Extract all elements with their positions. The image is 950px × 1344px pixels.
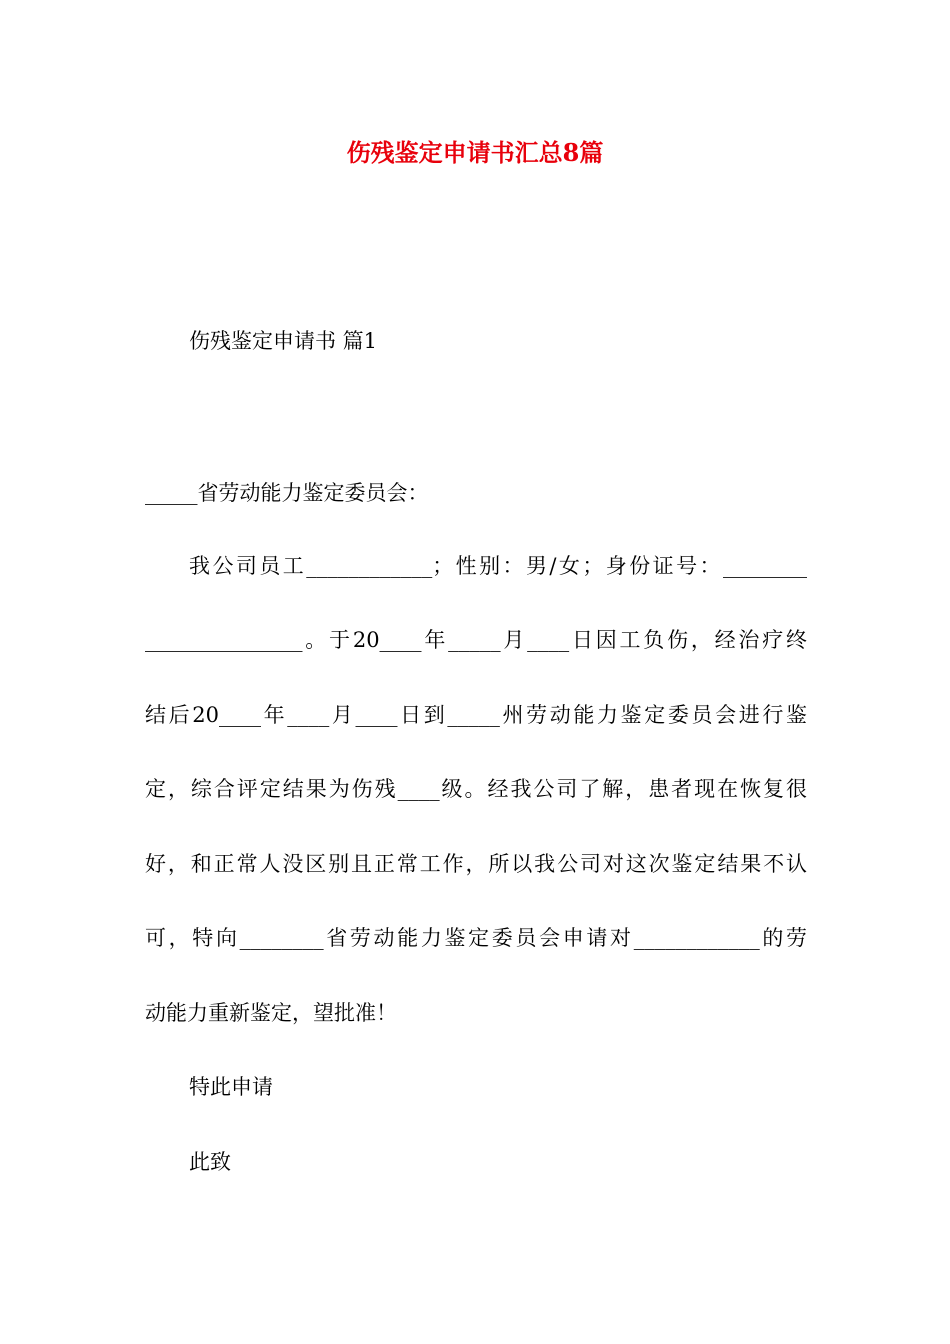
document-title: 伤残鉴定申请书汇总8篇 — [346, 138, 604, 167]
closing-salutation: 此致 — [189, 1150, 231, 1174]
body-line-5: 好，和正常人没区别且正常工作，所以我公司对这次鉴定结果不认 — [145, 852, 807, 876]
body-line-4: 定，综合评定结果为伤残____级。经我公司了解，患者现在恢复很 — [145, 777, 807, 801]
body-line-2: _______________。于20____年_____月____日因工负伤，经治疗终 — [145, 628, 807, 652]
body-line-3: 结后20____年____月____日到_____州劳动能力鉴定委员会进行鉴 — [145, 703, 807, 727]
body-line-7: 动能力重新鉴定，望批准！ — [145, 1001, 397, 1025]
body-line-1: 我公司员工____________；性别：男/女；身份证号：________ — [189, 554, 807, 578]
closing-request: 特此申请 — [189, 1075, 273, 1099]
body-line-6: 可，特向________省劳动能力鉴定委员会申请对____________的劳 — [145, 926, 807, 950]
addressee-line: _____省劳动能力鉴定委员会： — [145, 481, 429, 505]
section-heading: 伤残鉴定申请书 篇1 — [189, 329, 378, 353]
